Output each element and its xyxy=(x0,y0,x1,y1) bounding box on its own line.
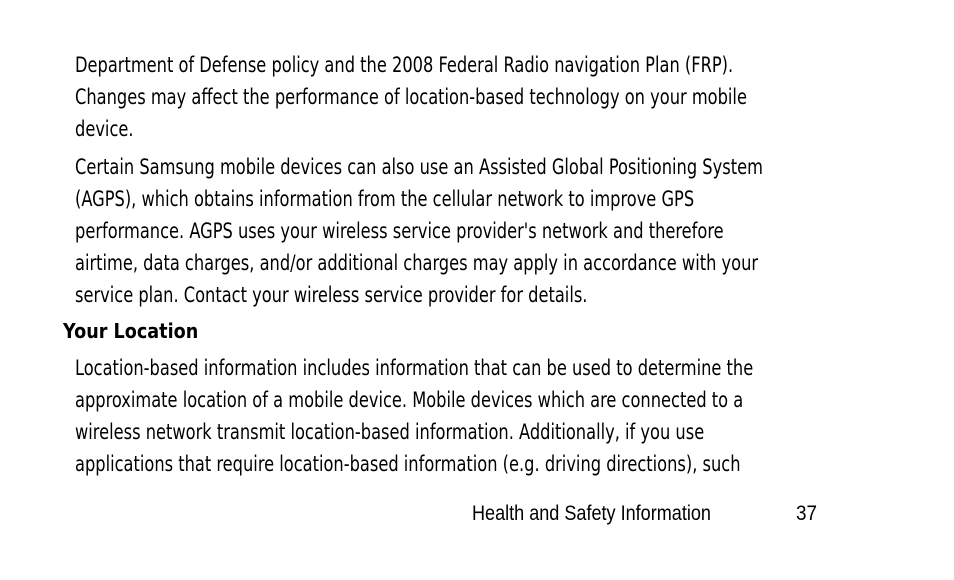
paragraph-line: service plan. Contact your wireless service provider for details. xyxy=(75,283,588,307)
paragraph-line: Location-based information includes information that can be used to determine the xyxy=(75,356,754,380)
paragraph-line: wireless network transmit location-based information. Additionally, if you use xyxy=(75,420,705,444)
paragraph-location-info xyxy=(75,352,875,480)
footer-section-title: Health and Safety Information xyxy=(472,502,711,525)
paragraph-line: Changes may affect the performance of location-based technology on your mobile xyxy=(75,85,747,109)
paragraph-line: airtime, data charges, and/or additional charges may apply in accordance with your xyxy=(75,251,759,275)
paragraph-line: approximate location of a mobile device. Mobile devices which are connected to a xyxy=(75,388,744,412)
paragraph-line: performance. AGPS uses your wireless service provider's network and therefore xyxy=(75,219,724,243)
paragraph-line: applications that require location-based information (e.g. driving directions), such xyxy=(75,452,741,476)
paragraph-line: Certain Samsung mobile devices can also use an Assisted Global Positioning System xyxy=(75,155,763,179)
paragraph-frp-policy xyxy=(75,49,875,145)
paragraph-line: device. xyxy=(75,117,134,141)
paragraph-line: (AGPS), which obtains information from the cellular network to improve GPS xyxy=(75,187,695,211)
paragraph-line: Department of Defense policy and the 2008 Federal Radio navigation Plan (FRP). xyxy=(75,53,734,77)
section-heading-your-location: Your Location xyxy=(63,319,199,343)
page-number: 37 xyxy=(796,502,818,525)
paragraph-agps xyxy=(75,151,875,311)
